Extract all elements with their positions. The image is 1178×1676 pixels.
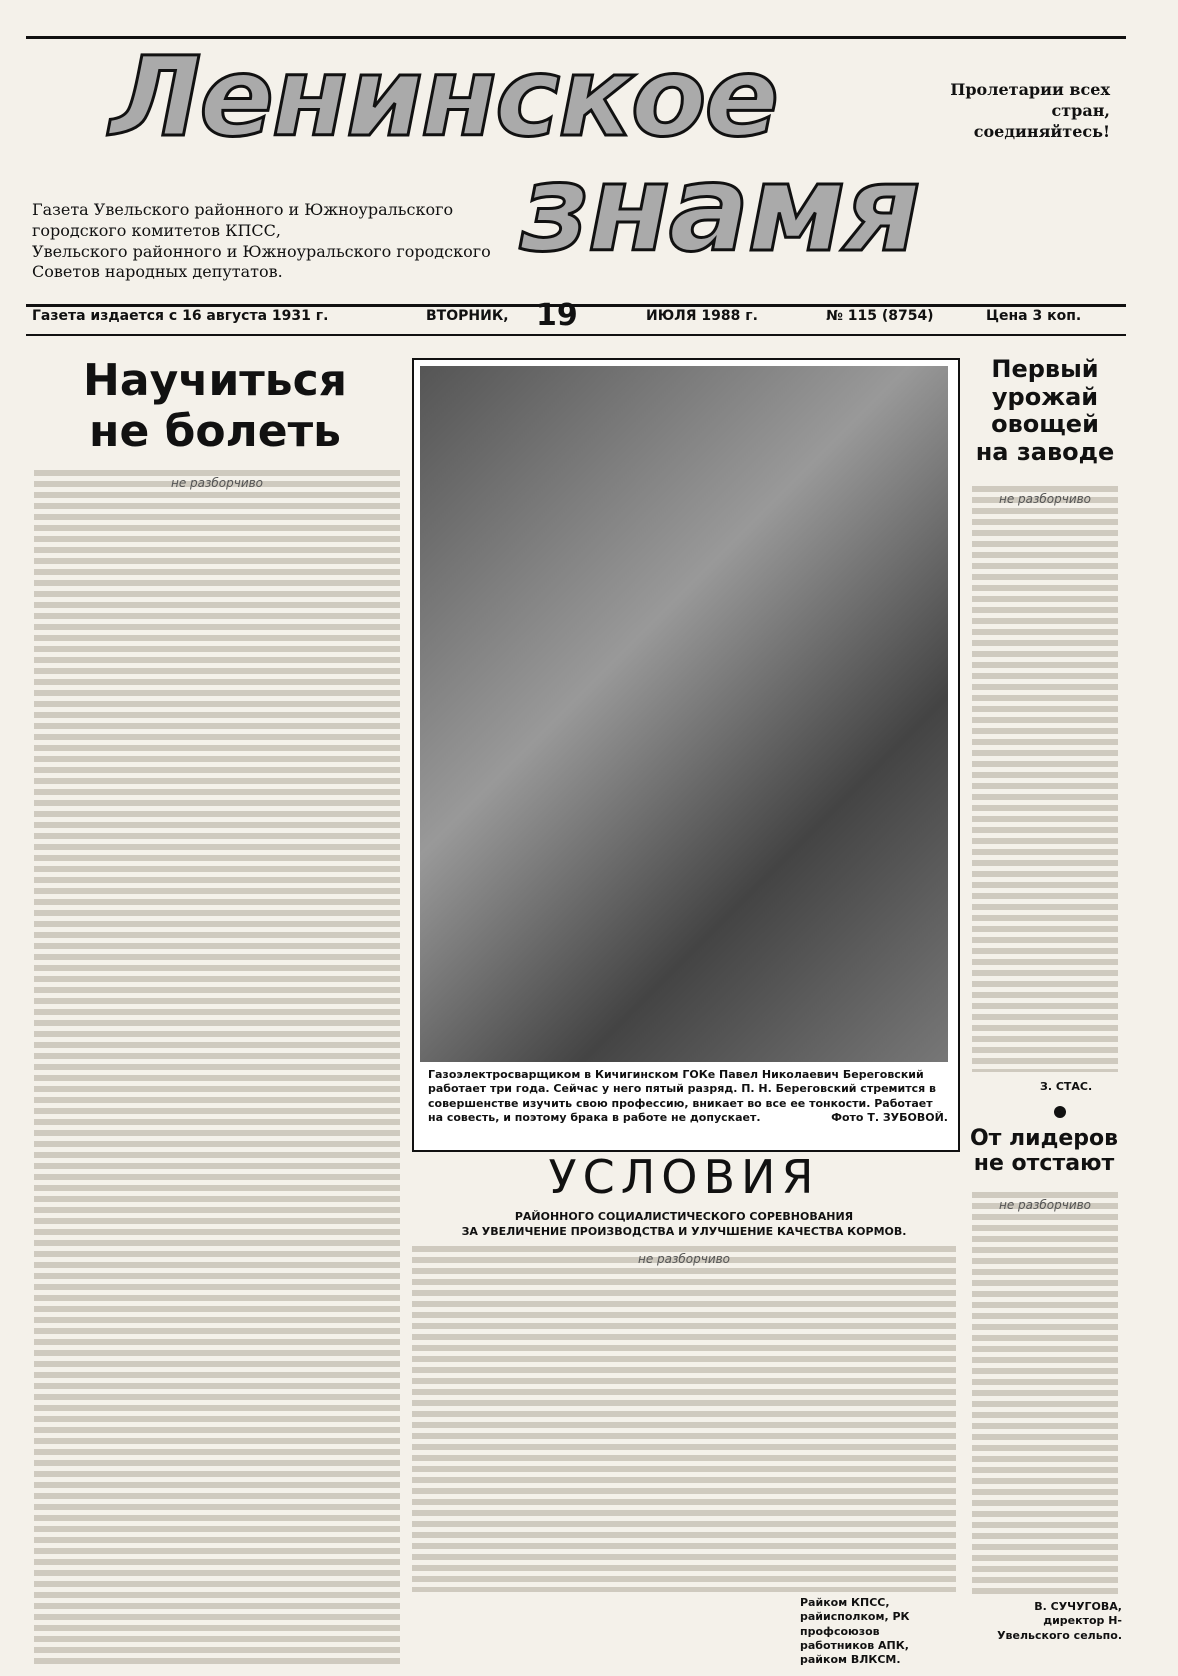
byline-role: директор Н-Увельского сельпо. [997, 1614, 1122, 1642]
founded-date: Газета издается с 16 августа 1931 г. [32, 308, 329, 324]
article-headline [30, 356, 400, 457]
article-body: не разборчиво [972, 486, 1118, 1072]
conditions-signature: Райком КПСС, райисполком, РК профсоюзов работников АПК, райком ВЛКСМ. [800, 1596, 910, 1667]
slogan-line2: соединяйтесь! [973, 121, 1110, 141]
byline-name: В. СУЧУГОВА, [1034, 1600, 1122, 1613]
article-byline: З. СТАС. [1040, 1080, 1093, 1093]
publisher-line: Советов народных депутатов. [32, 262, 283, 282]
headline-line: Научиться [83, 355, 347, 406]
issue-number: № 115 (8754) [826, 308, 934, 324]
photo-caption [428, 1068, 948, 1125]
conditions-subtitle [412, 1210, 956, 1240]
headline-line: Первый [991, 355, 1099, 383]
photo-credit: Фото Т. ЗУБОВОЙ. [831, 1110, 948, 1124]
headline-line: урожай [991, 382, 1099, 411]
headline-line: не отстают [973, 1151, 1115, 1177]
slogan-line1: Пролетарии всех стран, [950, 80, 1110, 120]
newspaper-title-line2: знамя [520, 140, 919, 279]
divider [26, 334, 1126, 336]
day-number: 19 [536, 298, 578, 333]
subtitle-line: РАЙОННОГО СОЦИАЛИСТИЧЕСКОГО СОРЕВНОВАНИЯ [514, 1210, 854, 1223]
publisher-line: Увельского районного и Южноуральского городского [32, 241, 491, 261]
headline-line: овощей [991, 410, 1099, 439]
headline-line: не болеть [89, 405, 341, 457]
conditions-title: УСЛОВИЯ [548, 1150, 820, 1204]
article-body: не разборчиво [972, 1192, 1118, 1596]
welder-photo [420, 366, 948, 1062]
article-headline [966, 1126, 1122, 1177]
article-headline [970, 356, 1120, 466]
month-year: ИЮЛЯ 1988 г. [646, 308, 758, 324]
separator-bullet [1054, 1106, 1066, 1118]
headline-line: От лидеров [969, 1126, 1119, 1151]
publisher-line: городского комитетов КПСС, [32, 220, 281, 240]
headline-line: на заводе [975, 437, 1115, 466]
subtitle-line: ЗА УВЕЛИЧЕНИЕ ПРОИЗВОДСТВА И УЛУЧШЕНИЕ КАЧЕСТВА КОРМОВ. [461, 1224, 907, 1238]
price: Цена 3 коп. [986, 308, 1082, 324]
newspaper-title-line1: Ленинское [110, 33, 778, 161]
publisher-info [32, 200, 492, 283]
caption-text: Газоэлектросварщиком в Кичигинском ГОКе Павел Николаевич Береговский работает три года. Сейчас у него пятый разряд. П. Н. Береговский стремится в совершенстве изучить свою профессию, вникает во все ее тонкости. Работает на совесть, и поэтому брака в работе не допускает. [428, 1068, 936, 1124]
article-body: не разборчиво [34, 470, 400, 1666]
article-byline [986, 1600, 1122, 1643]
publisher-line: Газета Увельского районного и Южноуральского [32, 200, 454, 219]
slogan [900, 80, 1110, 142]
conditions-body: не разборчиво [412, 1246, 956, 1592]
weekday: ВТОРНИК, [426, 308, 509, 324]
